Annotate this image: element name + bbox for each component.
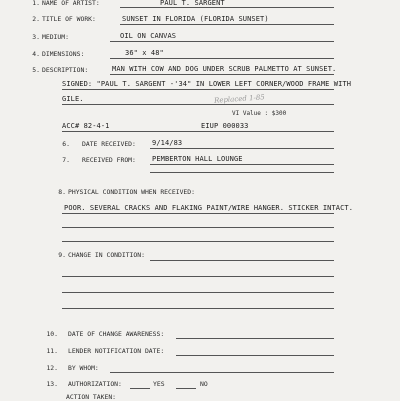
field-label: RECEIVED FROM: bbox=[82, 156, 136, 164]
field-number: 8. bbox=[58, 188, 66, 196]
field-label: DATE OF CHANGE AWARENESS: bbox=[68, 330, 165, 338]
field-number: 11. bbox=[46, 347, 58, 355]
dimensions-line bbox=[110, 58, 334, 59]
description-underline-1 bbox=[110, 74, 334, 75]
condition-line-1 bbox=[62, 213, 334, 214]
field-number: 7. bbox=[62, 156, 70, 164]
authorization-no-blank bbox=[176, 388, 196, 389]
lender-notification-line bbox=[176, 355, 334, 356]
authorization-yes-blank bbox=[130, 388, 150, 389]
field-number: 5. bbox=[32, 66, 40, 74]
field-number: 9. bbox=[58, 251, 66, 259]
date-received-line bbox=[150, 148, 334, 149]
authorization-yes: YES bbox=[153, 380, 165, 388]
field-number: 1. bbox=[32, 0, 40, 7]
change-awareness-line bbox=[176, 338, 334, 339]
condition-line-3 bbox=[62, 241, 334, 242]
field-label: PHYSICAL CONDITION WHEN RECEIVED: bbox=[68, 188, 195, 196]
field-label: MEDIUM: bbox=[42, 33, 69, 41]
description-underline-2 bbox=[62, 89, 334, 90]
acc-underline bbox=[62, 131, 334, 132]
field-number: 6. bbox=[62, 140, 70, 148]
date-received-value: 9/14/83 bbox=[152, 139, 183, 147]
description-underline-3 bbox=[62, 104, 334, 105]
field-label: DATE RECEIVED: bbox=[82, 140, 136, 148]
field-number: 12. bbox=[46, 364, 58, 372]
artist-value: PAUL T. SARGENT bbox=[160, 0, 225, 7]
received-from-line-2 bbox=[150, 172, 334, 173]
authorization-no: NO bbox=[200, 380, 208, 388]
field-label: AUTHORIZATION: bbox=[68, 380, 122, 388]
vi-value: VI Value : $300 bbox=[232, 110, 287, 117]
condition-line-2 bbox=[62, 227, 334, 228]
description-line-2: SIGNED: "PAUL T. SARGENT -'34" IN LOWER LEFT CORNER/WOOD FRAME WITH bbox=[62, 80, 352, 88]
change-line-4 bbox=[62, 308, 334, 309]
title-value: SUNSET IN FLORIDA (FLORIDA SUNSET) bbox=[122, 15, 269, 23]
received-from-line-1 bbox=[150, 164, 334, 165]
received-from-value: PEMBERTON HALL LOUNGE bbox=[152, 155, 243, 163]
accession-number: ACC# 82-4-1 bbox=[62, 122, 110, 130]
eiup-number: EIUP 000033 bbox=[201, 122, 249, 130]
field-number: 10. bbox=[46, 330, 58, 338]
field-label: DESCRIPTION: bbox=[42, 66, 89, 74]
title-line bbox=[120, 24, 334, 25]
field-label: CHANGE IN CONDITION: bbox=[68, 251, 145, 259]
field-label: LENDER NOTIFICATION DATE: bbox=[68, 347, 165, 355]
field-number: 4. bbox=[32, 50, 40, 58]
action-taken-label: ACTION TAKEN: bbox=[66, 393, 117, 401]
change-line-1 bbox=[150, 260, 334, 261]
medium-line bbox=[110, 41, 334, 42]
field-label: BY WHOM: bbox=[68, 364, 99, 372]
change-line-3 bbox=[62, 292, 334, 293]
field-number: 2. bbox=[32, 15, 40, 23]
field-label: NAME OF ARTIST: bbox=[42, 0, 100, 7]
pencil-note: Replaced 1-85 bbox=[213, 93, 266, 105]
field-label: TITLE OF WORK: bbox=[42, 15, 96, 23]
description-line-1: MAN WITH COW AND DOG UNDER SCRUB PALMETTO AT SUNSET. bbox=[112, 65, 337, 73]
description-line-3: GILE. bbox=[62, 95, 84, 103]
field-label: DIMENSIONS: bbox=[42, 50, 85, 58]
field-number: 3. bbox=[32, 33, 40, 41]
by-whom-line bbox=[110, 372, 334, 373]
field-number: 13. bbox=[46, 380, 58, 388]
change-line-2 bbox=[62, 276, 334, 277]
artist-line bbox=[120, 7, 334, 8]
dimensions-value: 36" x 48" bbox=[125, 49, 164, 57]
physical-condition-value: POOR. SEVERAL CRACKS AND FLAKING PAINT/WIRE HANGER. STICKER INTACT. bbox=[64, 204, 354, 212]
medium-value: OIL ON CANVAS bbox=[120, 32, 177, 40]
